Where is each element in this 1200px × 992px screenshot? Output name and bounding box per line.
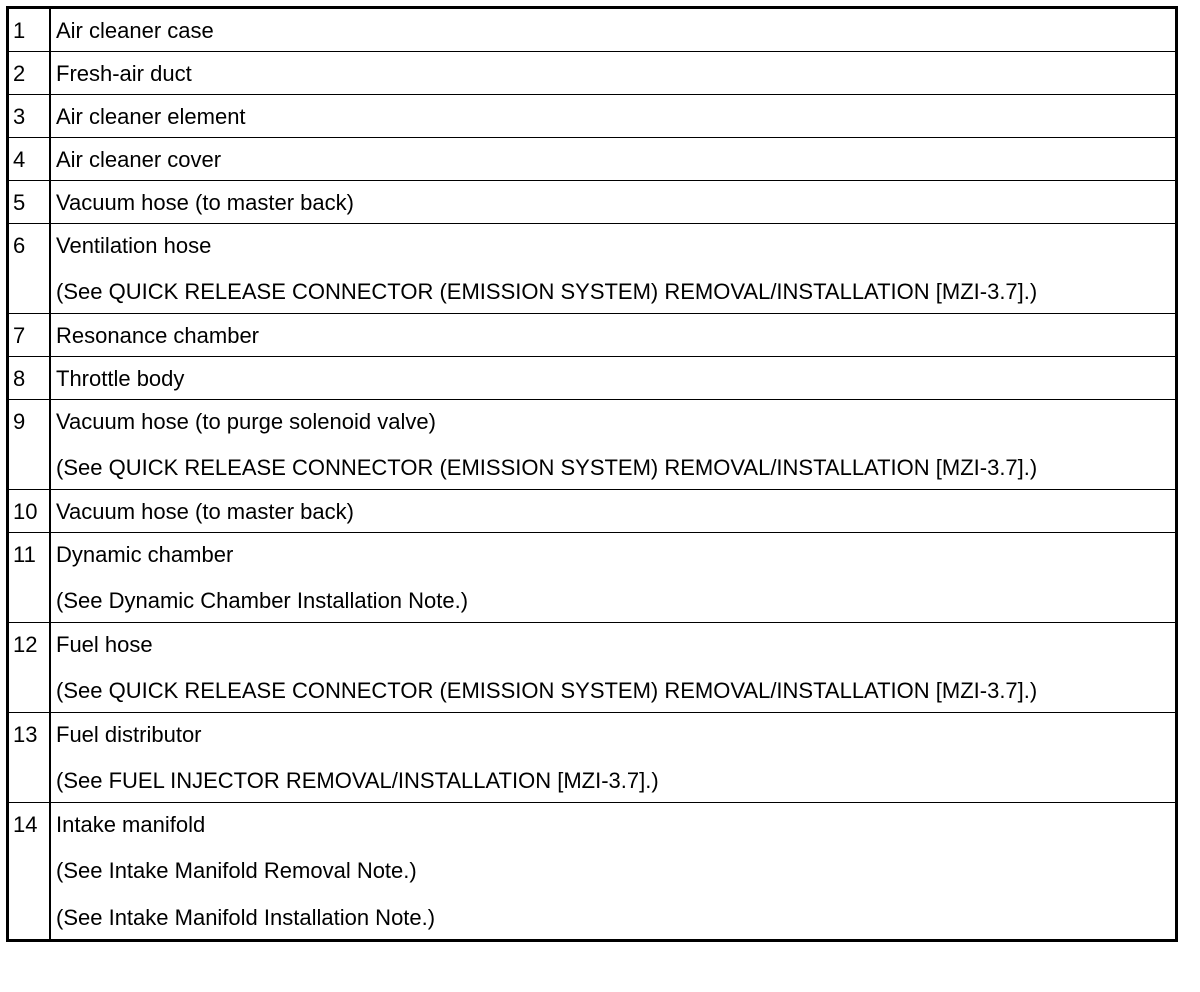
part-number [8, 400, 51, 490]
part-reference-note: (See Intake Manifold Removal Note.) [56, 858, 417, 883]
part-number [8, 357, 51, 400]
table-row [8, 357, 1177, 400]
part-description [50, 52, 1177, 95]
part-description [50, 314, 1177, 357]
table-row [8, 138, 1177, 181]
part-name: Resonance chamber [56, 323, 260, 348]
table-row [8, 8, 1177, 52]
part-number-text: 1 [13, 18, 26, 43]
part-number-text: 6 [13, 233, 26, 258]
part-description [50, 533, 1177, 623]
table-row [8, 181, 1177, 224]
part-number [8, 803, 51, 941]
part-name: Air cleaner element [56, 104, 246, 129]
part-reference-note: (See QUICK RELEASE CONNECTOR (EMISSION SYSTEM) REMOVAL/INSTALLATION [MZI-3.7].) [56, 455, 1038, 480]
part-reference-note: (See QUICK RELEASE CONNECTOR (EMISSION SYSTEM) REMOVAL/INSTALLATION [MZI-3.7].) [56, 678, 1038, 703]
part-name: Dynamic chamber [56, 542, 234, 567]
part-description [50, 138, 1177, 181]
part-number-text: 5 [13, 190, 26, 215]
table-row [8, 95, 1177, 138]
part-number [8, 138, 51, 181]
part-number [8, 181, 51, 224]
part-number-text: 12 [13, 632, 38, 657]
part-number-text: 8 [13, 366, 26, 391]
table-row [8, 52, 1177, 95]
part-name: Vacuum hose (to master back) [56, 499, 354, 524]
part-number-text: 11 [13, 542, 36, 567]
part-description [50, 713, 1177, 803]
part-number [8, 490, 51, 533]
parts-table-body [8, 8, 1177, 941]
table-row [8, 314, 1177, 357]
part-name: Vacuum hose (to master back) [56, 190, 354, 215]
part-reference-note: (See Intake Manifold Installation Note.) [56, 905, 436, 930]
part-name: Fuel distributor [56, 722, 202, 747]
part-number [8, 314, 51, 357]
part-description [50, 623, 1177, 713]
part-description [50, 400, 1177, 490]
part-reference-note: (See FUEL INJECTOR REMOVAL/INSTALLATION [MZI-3.7].) [56, 768, 659, 793]
table-row [8, 623, 1177, 713]
part-number-text: 9 [13, 409, 26, 434]
part-number-text: 13 [13, 722, 38, 747]
part-number [8, 623, 51, 713]
part-name: Throttle body [56, 366, 185, 391]
part-description [50, 224, 1177, 314]
part-description [50, 357, 1177, 400]
part-number [8, 52, 51, 95]
part-number-text: 4 [13, 147, 26, 172]
part-description [50, 95, 1177, 138]
table-row [8, 803, 1177, 941]
part-reference-note: (See QUICK RELEASE CONNECTOR (EMISSION SYSTEM) REMOVAL/INSTALLATION [MZI-3.7].) [56, 279, 1038, 304]
part-number-text: 3 [13, 104, 26, 129]
part-number [8, 224, 51, 314]
part-number [8, 95, 51, 138]
table-row [8, 400, 1177, 490]
table-row [8, 713, 1177, 803]
part-name: Air cleaner case [56, 18, 214, 43]
parts-table [6, 6, 1178, 942]
table-row [8, 533, 1177, 623]
part-name: Air cleaner cover [56, 147, 222, 172]
part-name: Vacuum hose (to purge solenoid valve) [56, 409, 436, 434]
part-number-text: 7 [13, 323, 26, 348]
part-description [50, 181, 1177, 224]
part-description [50, 803, 1177, 941]
part-name: Fuel hose [56, 632, 153, 657]
table-row [8, 224, 1177, 314]
part-number [8, 8, 51, 52]
part-number [8, 533, 51, 623]
part-reference-note: (See Dynamic Chamber Installation Note.) [56, 588, 469, 613]
part-number-text: 14 [13, 812, 38, 837]
part-name: Fresh-air duct [56, 61, 192, 86]
part-description [50, 490, 1177, 533]
part-description [50, 8, 1177, 52]
part-name: Ventilation hose [56, 233, 212, 258]
part-number-text: 10 [13, 499, 38, 524]
part-number [8, 713, 51, 803]
part-number-text: 2 [13, 61, 26, 86]
part-name: Intake manifold [56, 812, 206, 837]
table-row [8, 490, 1177, 533]
